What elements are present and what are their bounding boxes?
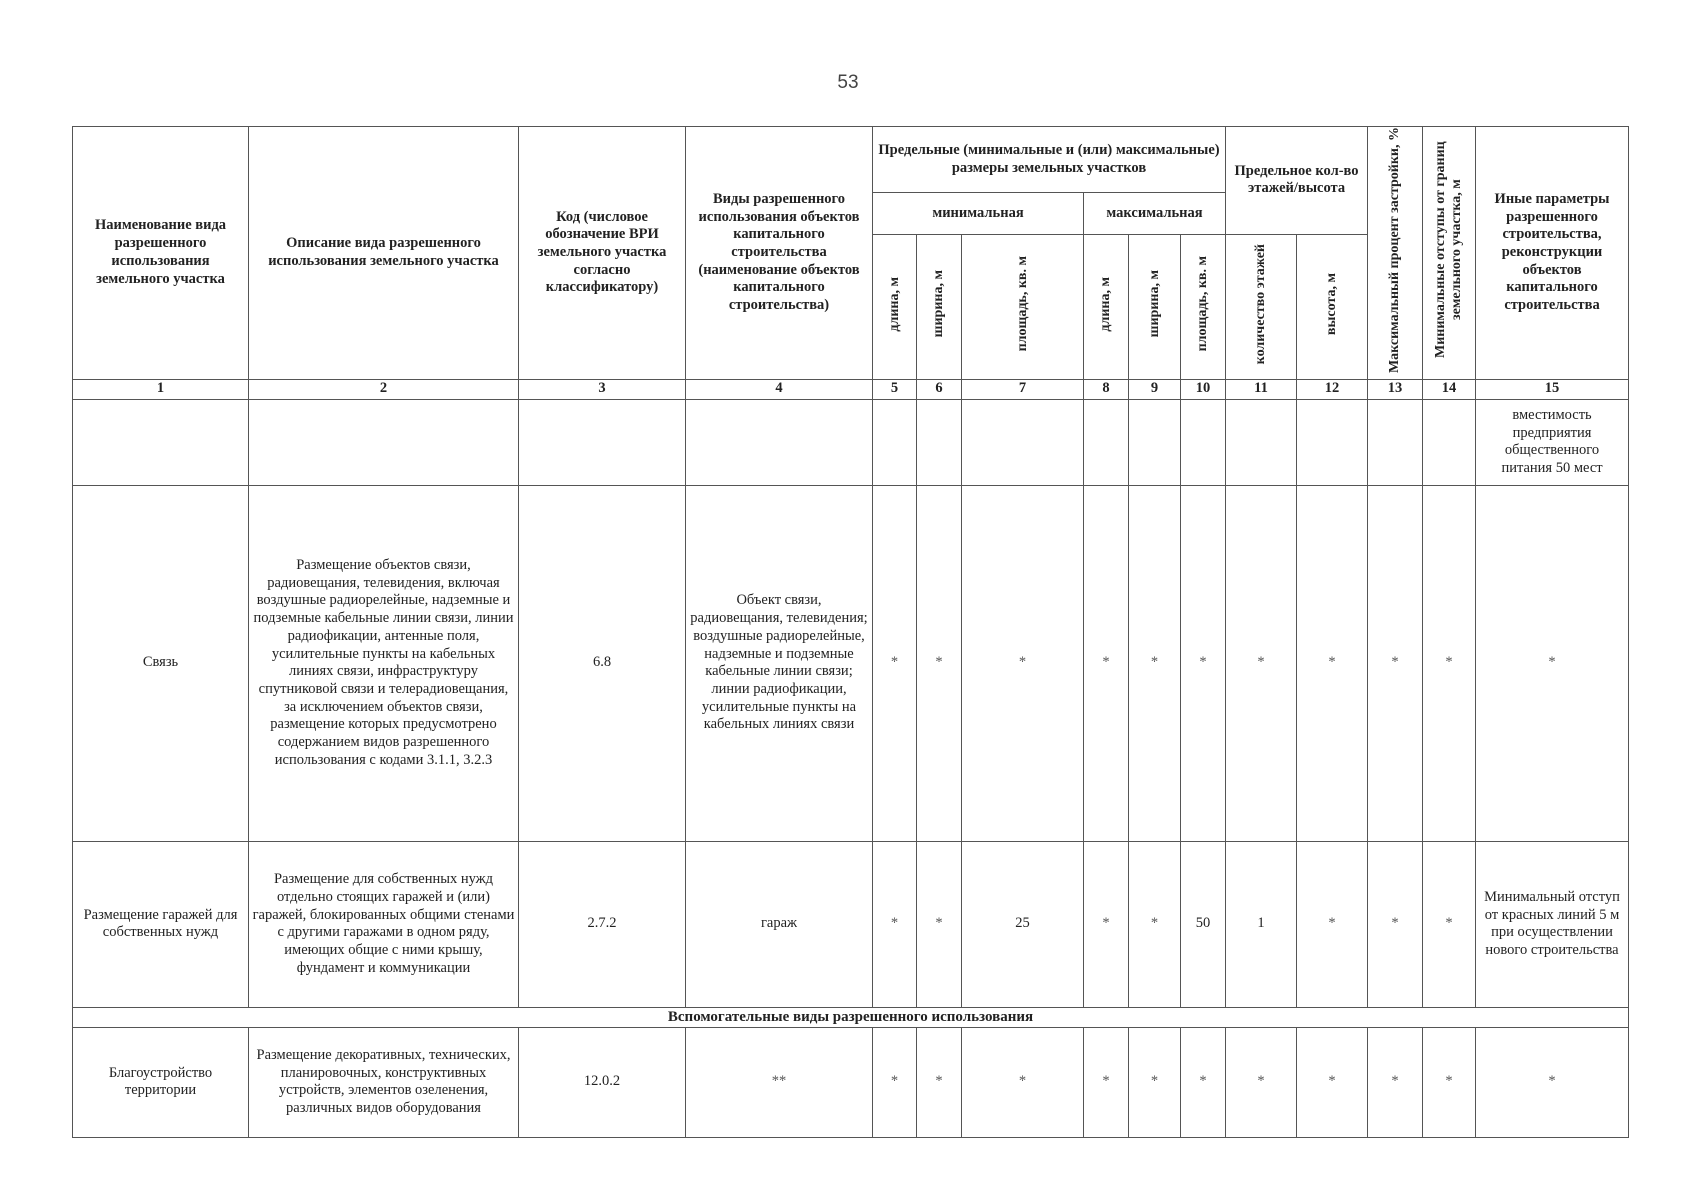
- value-cell: *: [1084, 841, 1129, 1007]
- col-num: 11: [1226, 379, 1297, 399]
- col-num: 15: [1476, 379, 1629, 399]
- col-num: 5: [873, 379, 917, 399]
- other-params-cell: *: [1476, 1027, 1629, 1137]
- value-cell: *: [917, 841, 962, 1007]
- other-params-cell: *: [1476, 485, 1629, 841]
- use-name-cell: Размещение гаражей для собственных нужд: [73, 841, 249, 1007]
- header-code: Код (числовое обозначение ВРИ земельного участка согласно классификатору): [519, 127, 686, 380]
- value-cell: *: [1226, 485, 1297, 841]
- value-cell: *: [1423, 485, 1476, 841]
- header-other-params: Иные параметры разрешенного строительства, реконструкции объектов капитального строительства: [1476, 127, 1629, 380]
- objects-cell: Объект связи, радиовещания, телевидения; воздушные радиорелейные, надземные и подземные кабельные линии связи; линии радиофикации, усилительные пункты на кабельных линиях связи: [686, 485, 873, 841]
- col-num: 4: [686, 379, 873, 399]
- code-cell: 2.7.2: [519, 841, 686, 1007]
- table-row: [73, 399, 1629, 485]
- value-cell: *: [962, 1027, 1084, 1137]
- header-maximum: максимальная: [1084, 193, 1226, 234]
- header-max-width: ширина, м: [1129, 234, 1181, 379]
- header-height: высота, м: [1297, 234, 1368, 379]
- col-num: 14: [1423, 379, 1476, 399]
- header-objects: Виды разрешенного использования объектов капитального строительства (наименование объектов капитального строительства): [686, 127, 873, 380]
- description-cell: Размещение декоративных, технических, планировочных, конструктивных устройств, элементов озеленения, различных видов оборудования: [249, 1027, 519, 1137]
- value-cell: *: [1297, 1027, 1368, 1137]
- value-cell: *: [873, 485, 917, 841]
- page-number: 53: [837, 72, 859, 93]
- value-cell: 1: [1226, 841, 1297, 1007]
- col-num: 3: [519, 379, 686, 399]
- col-num: 6: [917, 379, 962, 399]
- use-name-cell: Связь: [73, 485, 249, 841]
- header-min-length: длина, м: [873, 234, 917, 379]
- header-description: Описание вида разрешенного использования земельного участка: [249, 127, 519, 380]
- value-cell: *: [1423, 1027, 1476, 1137]
- table-row: [73, 485, 1629, 841]
- value-cell: *: [1084, 485, 1129, 841]
- objects-cell: **: [686, 1027, 873, 1137]
- value-cell: *: [1368, 485, 1423, 841]
- value-cell: *: [1226, 1027, 1297, 1137]
- col-num: 13: [1368, 379, 1423, 399]
- other-params-cell: Минимальный отступ от красных линий 5 м при осуществлении нового строительства: [1476, 841, 1629, 1007]
- value-cell: *: [962, 485, 1084, 841]
- col-num: 12: [1297, 379, 1368, 399]
- value-cell: *: [1181, 1027, 1226, 1137]
- section-row: [73, 1007, 1629, 1027]
- header-min-area: площадь, кв. м: [962, 234, 1084, 379]
- table-row: [73, 841, 1629, 1007]
- col-num: 2: [249, 379, 519, 399]
- code-cell: 12.0.2: [519, 1027, 686, 1137]
- description-cell: Размещение объектов связи, радиовещания, телевидения, включая воздушные радиорелейные, надземные и подземные кабельные линии связи, линии радиофикации, антенные поля, усилительные пункты на кабельных линиях связи, инфраструктуру спутниковой связи и телерадиовещания, за исключением объектов связи, размещение которых предусмотрено содержанием видов разрешенного использования с кодами 3.1.1, 3.2.3: [249, 485, 519, 841]
- value-cell: *: [1129, 485, 1181, 841]
- col-num: 10: [1181, 379, 1226, 399]
- land-use-table: [72, 126, 1629, 1138]
- value-cell: *: [1181, 485, 1226, 841]
- section-title: Вспомогательные виды разрешенного использования: [73, 1007, 1629, 1027]
- header-min-setbacks: Минимальные отступы от границ земельного участка, м: [1423, 127, 1476, 380]
- header-max-area: площадь, кв. м: [1181, 234, 1226, 379]
- value-cell: *: [1297, 485, 1368, 841]
- objects-cell: гараж: [686, 841, 873, 1007]
- value-cell: 25: [962, 841, 1084, 1007]
- header-max-length: длина, м: [1084, 234, 1129, 379]
- use-name-cell: Благоустройство территории: [73, 1027, 249, 1137]
- value-cell: *: [1297, 841, 1368, 1007]
- header-floors-count: количество этажей: [1226, 234, 1297, 379]
- header-plot-sizes: Предельные (минимальные и (или) максимальные) размеры земельных участков: [873, 127, 1226, 193]
- col-num: 7: [962, 379, 1084, 399]
- header-use-name: Наименование вида разрешенного использования земельного участка: [73, 127, 249, 380]
- other-params-cell: вместимость предприятия общественного питания 50 мест: [1476, 399, 1629, 485]
- value-cell: *: [1423, 841, 1476, 1007]
- header-floors-height: Предельное кол-во этажей/высота: [1226, 127, 1368, 235]
- value-cell: *: [1129, 841, 1181, 1007]
- value-cell: *: [873, 1027, 917, 1137]
- col-num: 9: [1129, 379, 1181, 399]
- table-row: [73, 1027, 1629, 1137]
- value-cell: 50: [1181, 841, 1226, 1007]
- code-cell: 6.8: [519, 485, 686, 841]
- col-num: 1: [73, 379, 249, 399]
- header-max-coverage: Максимальный процент застройки, %: [1368, 127, 1423, 380]
- value-cell: *: [1368, 1027, 1423, 1137]
- col-num: 8: [1084, 379, 1129, 399]
- value-cell: *: [1368, 841, 1423, 1007]
- header-min-width: ширина, м: [917, 234, 962, 379]
- value-cell: *: [873, 841, 917, 1007]
- description-cell: Размещение для собственных нужд отдельно стоящих гаражей и (или) гаражей, блокированных общими стенами с другими гаражами в одном ряду, имеющих общие с ними крышу, фундамент и коммуникации: [249, 841, 519, 1007]
- header-minimum: минимальная: [873, 193, 1084, 234]
- value-cell: *: [1084, 1027, 1129, 1137]
- value-cell: *: [1129, 1027, 1181, 1137]
- value-cell: *: [917, 485, 962, 841]
- column-numbers-row: [73, 379, 1629, 399]
- value-cell: *: [917, 1027, 962, 1137]
